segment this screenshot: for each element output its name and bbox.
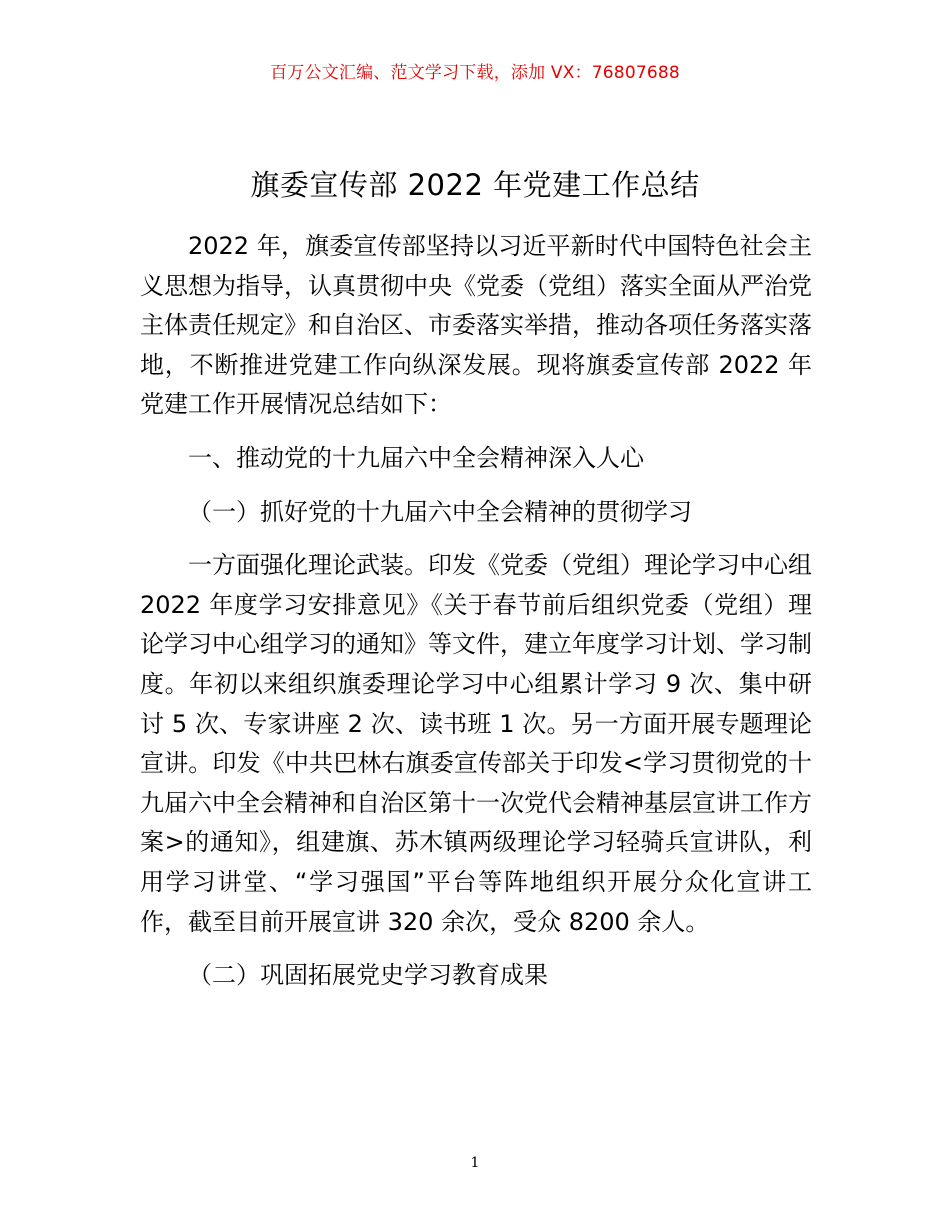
body-paragraph-1: 一方面强化理论武装。印发《党委（党组）理论学习中心组 2022 年度学习安排意见》《关于春节前后组织党委（党组）理论学习中心组学习的通知》等文件，建立年度学习计划、学习制度。年初以来组织旗委理论学习中心组累计学习 9 次、集中研讨 5 次、专家讲座 2 次、读书班 1 次。另一方面开展专题理论宣讲。印发《中共巴林右旗委宣传部关于印发<学习贯彻党的十九届六中全会精神和自治区第十一次党代会精神基层宣讲工作方案>的通知》，组建旗、苏木镇两级理论学习轻骑兵宣讲队，利用学习讲堂、“学习强国”平台等阵地组织开展分众化宣讲工作，截至目前开展宣讲 320 余次，受众 8200 余人。 (140, 551, 812, 936)
header-watermark-note: 百万公文汇编、范文学习下载，添加 VX：76807688 (270, 63, 680, 83)
document-title: 旗委宣传部 2022 年党建工作总结 (250, 168, 700, 202)
document-body (140, 227, 812, 996)
intro-paragraph: 2022 年，旗委宣传部坚持以习近平新时代中国特色社会主义思想为指导，认真贯彻中央《党委（党组）落实全面从严治党主体责任规定》和自治区、市委落实举措，推动各项任务落实落地，不断推进党建工作向纵深发展。现将旗委宣传部 2022 年党建工作开展情况总结如下： (140, 232, 812, 419)
page-number: 1 (470, 1155, 480, 1171)
subsection-heading-1: （一）抓好党的十九届六中全会精神的贯彻学习 (188, 497, 692, 526)
subsection-heading-2: （二）巩固拓展党史学习教育成果 (188, 961, 548, 990)
section-heading-1: 一、推动党的十九届六中全会精神深入人心 (188, 443, 644, 472)
